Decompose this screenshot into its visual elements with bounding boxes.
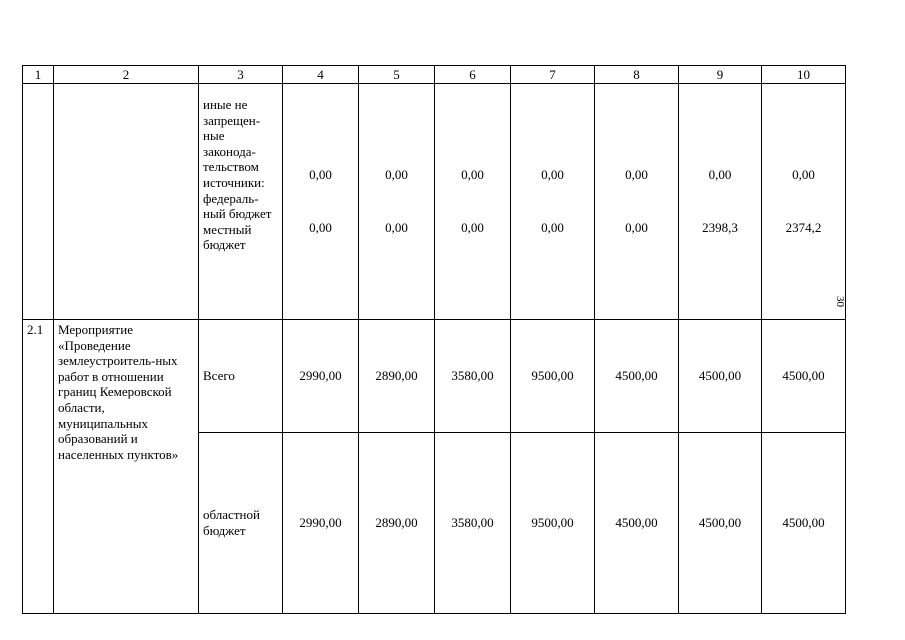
funding-source-cell: иные не запрещен-ные законода-тельством источники: федераль-ный бюджет местный бюджет bbox=[199, 84, 283, 320]
row-number-cell: 2.1 bbox=[23, 320, 54, 614]
local-value: 0,00 bbox=[625, 220, 648, 235]
federal-value: 0,00 bbox=[309, 167, 332, 183]
local-value: 0,00 bbox=[385, 220, 408, 235]
value-cell bbox=[679, 84, 762, 320]
value-cell: 4500,00 bbox=[595, 320, 679, 433]
value-cell: 4500,00 bbox=[679, 433, 762, 614]
local-value: 2374,2 bbox=[785, 220, 822, 235]
value-cell: 2890,00 bbox=[359, 320, 435, 433]
table-row bbox=[23, 84, 846, 320]
value-cell bbox=[359, 84, 435, 320]
local-value: 0,00 bbox=[461, 220, 484, 235]
column-number: 1 bbox=[23, 66, 54, 84]
activity-name-cell: Мероприятие «Проведение землеустроитель-ных работ в отношении границ Кемеровской области, муниципальных образований и населенных пунктов» bbox=[54, 320, 199, 614]
federal-value: 0,00 bbox=[792, 167, 815, 183]
value-cell: 9500,00 bbox=[511, 320, 595, 433]
federal-value: 0,00 bbox=[625, 167, 648, 183]
column-number: 9 bbox=[679, 66, 762, 84]
column-number: 7 bbox=[511, 66, 595, 84]
page-number: 30 bbox=[834, 296, 846, 307]
value-cell: 2990,00 bbox=[283, 320, 359, 433]
value-cell: 3580,00 bbox=[435, 320, 511, 433]
local-value: 2398,3 bbox=[702, 220, 738, 235]
value-cell bbox=[511, 84, 595, 320]
value-cell: 9500,00 bbox=[511, 433, 595, 614]
federal-value: 0,00 bbox=[461, 167, 484, 183]
value-cell: 4500,00 bbox=[762, 320, 846, 433]
value-cell bbox=[435, 84, 511, 320]
value-cell bbox=[762, 84, 846, 320]
budget-table bbox=[22, 65, 846, 614]
column-number: 6 bbox=[435, 66, 511, 84]
column-number: 2 bbox=[54, 66, 199, 84]
column-number: 8 bbox=[595, 66, 679, 84]
local-value: 0,00 bbox=[541, 220, 564, 235]
value-cell bbox=[283, 84, 359, 320]
column-number: 4 bbox=[283, 66, 359, 84]
activity-name-cell bbox=[54, 84, 199, 320]
column-number: 5 bbox=[359, 66, 435, 84]
value-cell: 2990,00 bbox=[283, 433, 359, 614]
value-cell: 4500,00 bbox=[762, 433, 846, 614]
funding-source-cell: Всего bbox=[199, 320, 283, 433]
federal-value: 0,00 bbox=[541, 167, 564, 183]
table-row bbox=[23, 320, 846, 433]
value-cell: 4500,00 bbox=[595, 433, 679, 614]
row-number-cell bbox=[23, 84, 54, 320]
value-cell: 2890,00 bbox=[359, 433, 435, 614]
column-number-row bbox=[23, 66, 846, 84]
value-cell: 4500,00 bbox=[679, 320, 762, 433]
funding-source-cell: областной бюджет bbox=[199, 433, 283, 614]
value-cell bbox=[595, 84, 679, 320]
column-number: 3 bbox=[199, 66, 283, 84]
local-value: 0,00 bbox=[309, 220, 332, 235]
federal-value: 0,00 bbox=[708, 167, 732, 183]
federal-value: 0,00 bbox=[385, 167, 408, 183]
value-cell: 3580,00 bbox=[435, 433, 511, 614]
column-number: 10 bbox=[762, 66, 846, 84]
